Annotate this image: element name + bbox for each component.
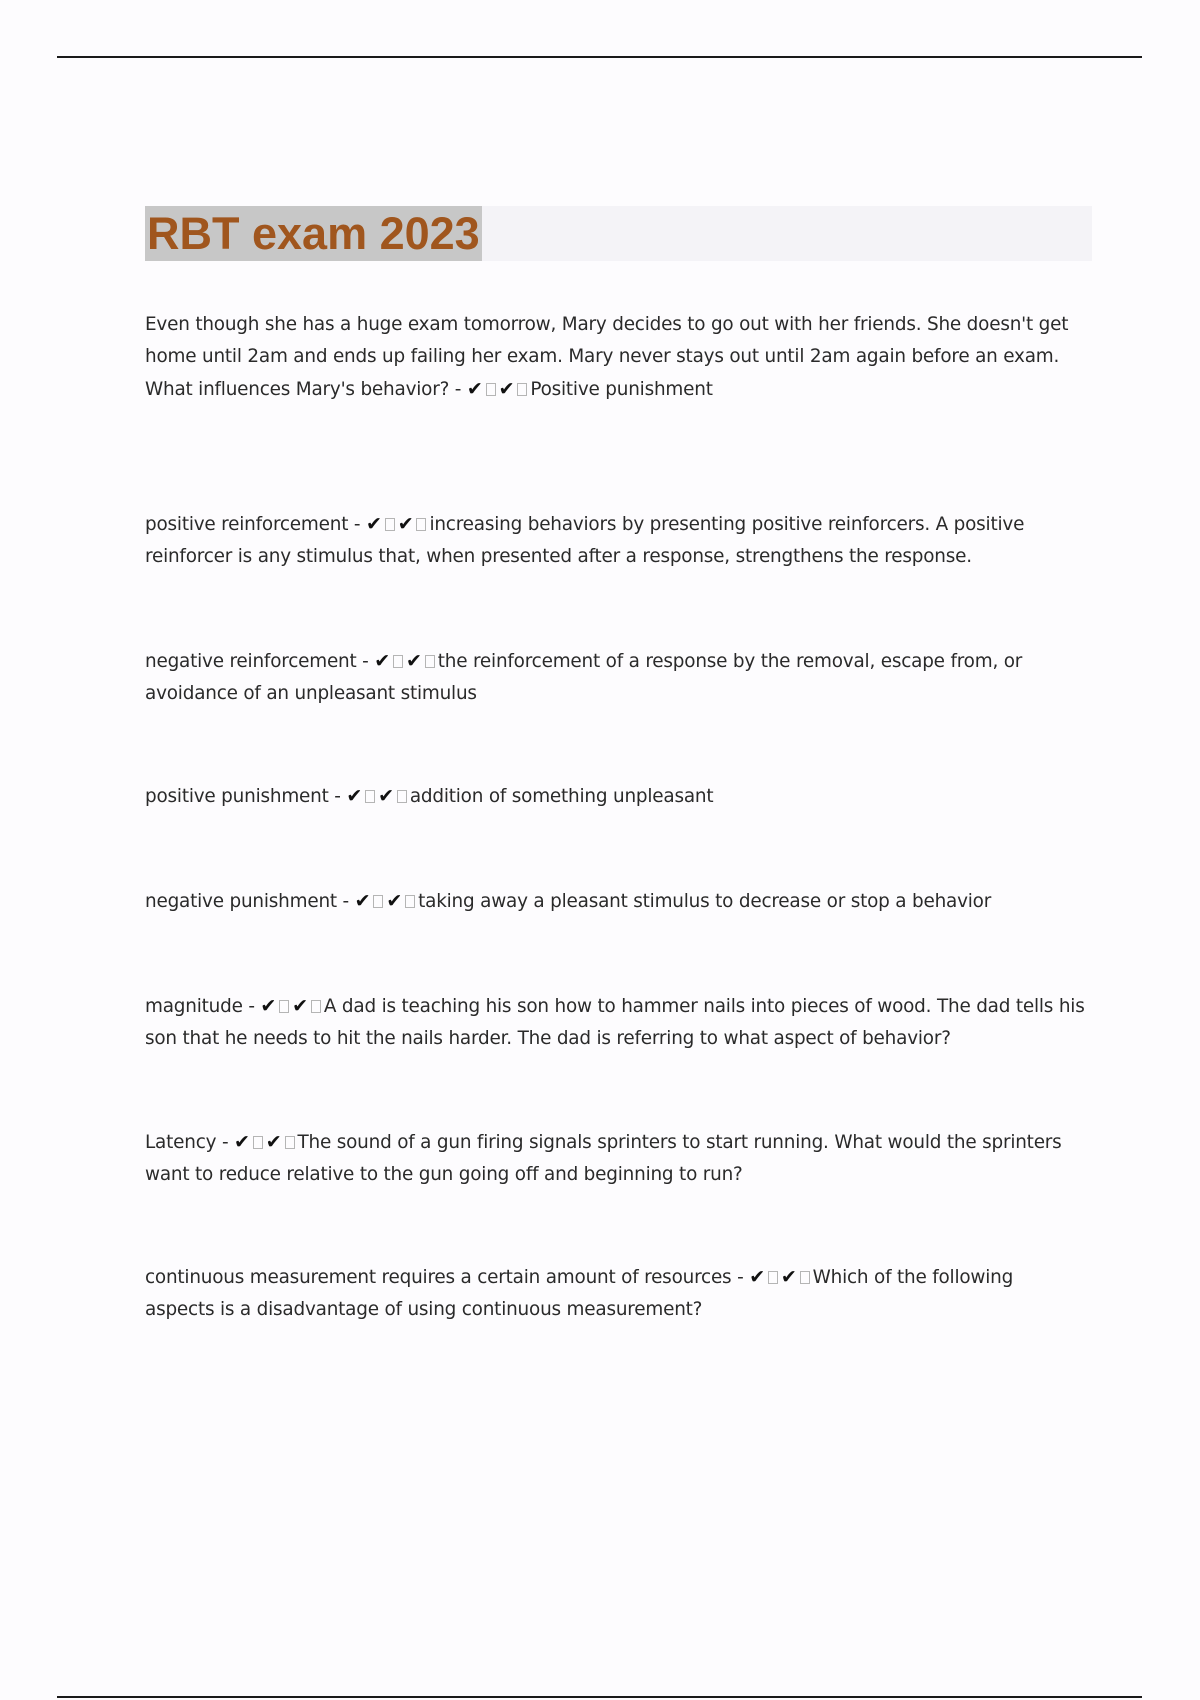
check-icon: ✔ (749, 1266, 765, 1288)
box-icon (253, 1136, 263, 1149)
footer-rule (57, 1696, 1142, 1698)
qa-separator: - (328, 786, 347, 807)
check-icon: ✔ (498, 378, 515, 400)
document-title: RBT exam 2023 (147, 208, 480, 259)
check-icon: ✔ (780, 1266, 797, 1288)
box-icon (517, 383, 527, 396)
box-icon (279, 1000, 289, 1013)
qa-term: continuous measurement requires a certain amount of resources (145, 1267, 732, 1288)
box-icon (768, 1271, 778, 1284)
qa-definition: increasing behaviors by presenting positive reinforcers. A positive reinforcer is any stimulus that, when presented after a response, strengthens the response. (145, 514, 1025, 567)
check-icon: ✔ (374, 650, 390, 672)
check-icon: ✔ (354, 890, 371, 912)
box-icon (416, 518, 426, 531)
title-highlight (145, 206, 482, 261)
check-icon: ✔ (466, 378, 483, 400)
qa-term: Even though she has a huge exam tomorrow, Mary decides to go out with her friends. She doesn't get home until 2am and ends up failing her exam. Mary never stays out until 2am again before an exam. What influences Mary's behavior? (145, 314, 1069, 400)
box-icon (393, 655, 403, 668)
check-icon: ✔ (386, 890, 403, 912)
qa-item (145, 885, 1085, 918)
box-icon (365, 790, 375, 803)
qa-item (145, 780, 1085, 813)
qa-item (145, 309, 1085, 406)
box-icon (405, 895, 415, 908)
box-icon (385, 518, 395, 531)
qa-separator: - (336, 891, 355, 912)
qa-definition: A dad is teaching his son how to hammer nails into pieces of wood. The dad tells his son that he needs to hit the nails harder. The dad is referring to what aspect of behavior? (145, 996, 1085, 1049)
qa-term: magnitude (145, 996, 243, 1017)
qa-term: positive reinforcement (145, 514, 349, 535)
qa-item (145, 1126, 1085, 1191)
qa-term: positive punishment (145, 786, 329, 807)
qa-separator: - (731, 1267, 750, 1288)
check-icon: ✔ (292, 995, 308, 1017)
qa-definition: Which of the following aspects is a disadvantage of using continuous measurement? (145, 1267, 1014, 1320)
box-icon (285, 1136, 295, 1149)
check-icon: ✔ (406, 650, 422, 672)
qa-definition: the reinforcement of a response by the removal, escape from, or avoidance of an unpleasant stimulus (145, 651, 1023, 704)
check-icon: ✔ (378, 785, 394, 807)
qa-separator: - (449, 379, 467, 400)
check-icon: ✔ (365, 513, 382, 535)
qa-separator: - (348, 514, 366, 535)
box-icon (373, 895, 383, 908)
qa-item (145, 645, 1085, 710)
qa-definition: taking away a pleasant stimulus to decrease or stop a behavior (418, 891, 992, 912)
qa-definition: Positive punishment (530, 379, 713, 400)
qa-item (145, 1261, 1085, 1326)
qa-definition: addition of something unpleasant (409, 786, 714, 807)
check-icon: ✔ (265, 1131, 282, 1153)
qa-item (145, 990, 1085, 1055)
box-icon (486, 383, 496, 396)
check-icon: ✔ (346, 785, 363, 807)
box-icon (397, 790, 407, 803)
qa-item (145, 508, 1085, 573)
qa-term: negative reinforcement (145, 651, 357, 672)
qa-term: Latency (145, 1132, 217, 1153)
qa-separator: - (356, 651, 375, 672)
qa-separator: - (216, 1132, 235, 1153)
qa-definition: The sound of a gun firing signals sprinters to start running. What would the sprinters want to reduce relative to the gun going off and beginning to run? (145, 1132, 1062, 1185)
qa-separator: - (242, 996, 261, 1017)
check-icon: ✔ (260, 995, 277, 1017)
qa-term: negative punishment (145, 891, 337, 912)
header-rule (57, 56, 1142, 58)
box-icon (800, 1271, 810, 1284)
box-icon (425, 655, 435, 668)
check-icon: ✔ (234, 1131, 250, 1153)
box-icon (311, 1000, 321, 1013)
check-icon: ✔ (397, 513, 414, 535)
